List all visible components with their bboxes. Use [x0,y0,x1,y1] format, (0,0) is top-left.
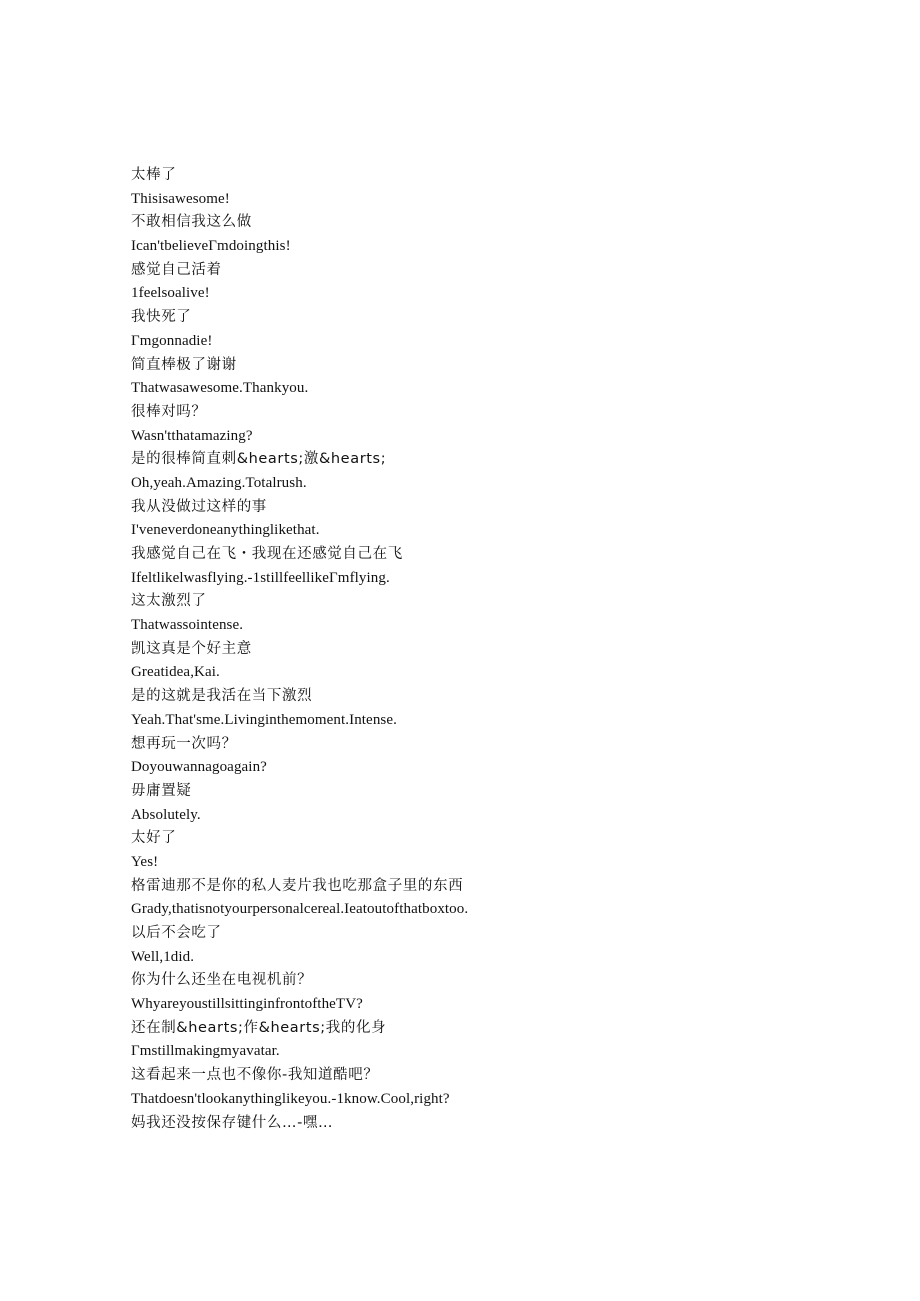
line-en: Wasn'tthatamazing? [131,427,253,444]
line-en: Γmgonnadie! [131,332,213,349]
line-en: Greatidea,Kai. [131,664,220,681]
line-zh: 你为什么还坐在电视机前？ [131,972,313,989]
line-en: Yeah.That'sme.Livinginthemoment.Intense. [131,711,397,728]
line-zh: 以后不会吃了 [131,925,222,941]
line-en: Absolutely. [131,806,201,823]
line-zh: 这太激烈了 [131,593,207,610]
line-en: I'veneverdoneanythinglikethat. [131,522,320,539]
line-zh: 不敢相信我这么做 [131,214,252,231]
line-zh: 感觉自己活着 [131,261,222,278]
line-zh: 这看起来一点也不像你-我知道酷吧？ [131,1067,379,1084]
line-en: Oh,yeah.Amazing.Totalrush. [131,474,307,491]
line-zh: 太好了 [131,830,177,847]
line-en: Thatdoesn'tlookanythinglikeyou.-1know.Cool,right? [131,1090,450,1107]
line-en: Ifeltlikelwasflying.-1stillfeellikeΓmflying. [131,569,390,586]
line-zh: 我快死了 [131,309,192,326]
line-zh: 凯这真是个好主意 [131,640,252,657]
subtitle-transcript [131,164,851,1135]
line-zh: 太棒了 [131,167,177,183]
line-en: 1feelsoalive! [131,285,210,302]
line-en: Γmstillmakingmyavatar. [131,1043,280,1060]
line-en: Well,1did. [131,948,195,965]
line-en: Doyouwannagoagain? [131,759,267,776]
line-zh: 是的很棒简直刺&hearts;激&hearts; [131,451,387,468]
line-zh: 我从没做过这样的事 [131,498,267,515]
line-zh: 还在制&hearts;作&hearts;我的化身 [131,1019,387,1036]
line-zh: 妈我还没按保存键什么…-嘿… [131,1114,334,1131]
line-zh: 我感觉自己在飞・我现在还感觉自己在飞 [131,546,403,562]
line-zh: 毋庸置疑 [131,782,192,799]
line-zh: 想再玩一次吗？ [131,735,237,752]
line-en: Thatwassointense. [131,617,244,634]
line-zh: 是的这就是我活在当下激烈 [131,688,313,705]
line-en: Ican'tbelieveΓmdoingthis! [131,238,291,255]
line-zh: 格雷迪那不是你的私人麦片我也吃那盒子里的东西 [131,877,464,894]
line-zh: 简直棒极了谢谢 [131,356,237,373]
line-en: Yes! [131,853,159,870]
line-en: Thisisawesome! [131,190,230,207]
line-zh: 很棒对吗？ [131,403,207,420]
line-en: Thatwasawesome.Thankyou. [131,380,309,397]
line-en: WhyareyoustillsittinginfrontoftheTV? [131,996,363,1013]
line-en: Grady,thatisnotyourpersonalcereal.Ieatoutofthatboxtoo. [131,901,469,918]
